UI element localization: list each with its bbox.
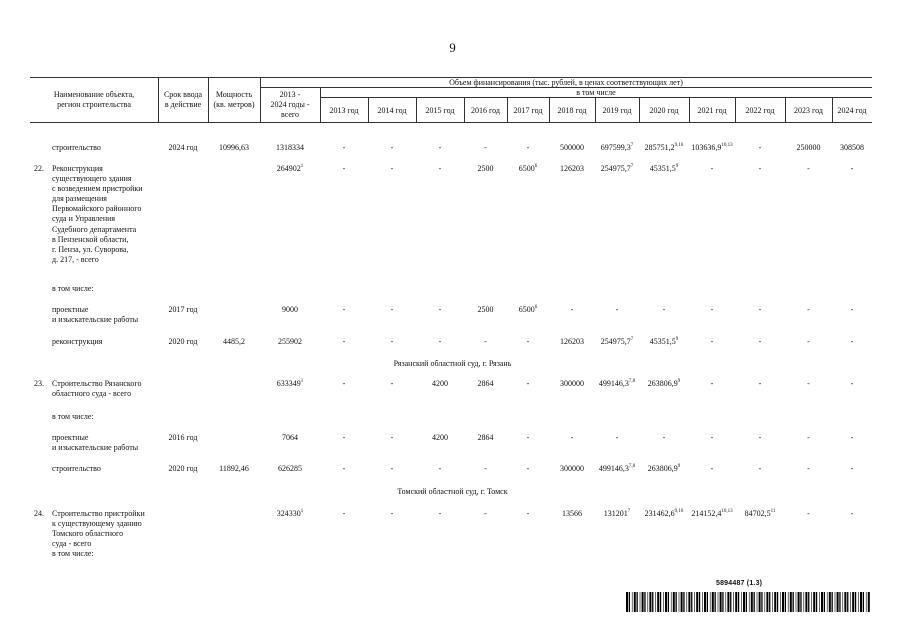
year-amount: - [850, 305, 854, 314]
year-amount: - [438, 509, 442, 518]
row-number: 22. [34, 164, 44, 173]
barcode-bar [629, 592, 630, 612]
year-amount: - [438, 305, 442, 314]
year-amount: - [342, 143, 346, 152]
year-amount: - [710, 337, 714, 346]
barcode-bar [751, 592, 753, 612]
barcode-bar [710, 592, 711, 612]
barcode-bar [679, 592, 680, 612]
year-amount: - [758, 143, 762, 152]
page-number: 9 [449, 40, 456, 55]
object-name: проектные и изыскательские работы [52, 433, 139, 453]
year-header: 2019 год [602, 106, 632, 115]
barcode-bar [655, 592, 656, 612]
year-amount: - [570, 433, 574, 442]
year-amount: - [758, 305, 762, 314]
barcode-bar [704, 592, 706, 612]
year-amount: - [390, 305, 394, 314]
year-amount: - [526, 464, 530, 473]
year-amount: - [390, 464, 394, 473]
barcode-bar [793, 592, 794, 612]
barcode-bar [796, 592, 797, 612]
barcode-bar [749, 592, 750, 612]
year-amount: - [807, 433, 810, 442]
year-amount: 499146,3$^{7,8}$ [598, 464, 636, 473]
barcode-bar [844, 592, 846, 612]
year-amount: - [526, 143, 530, 152]
year-amount: - [438, 337, 442, 346]
year-amount: - [758, 337, 762, 346]
barcode-bar [699, 592, 700, 612]
year-amount: 263806,9$^9$ [647, 379, 681, 388]
year-header: 2016 год [471, 106, 500, 115]
barcode-bar [727, 592, 729, 612]
year-amount: 2500 [477, 164, 494, 173]
object-name: реконструкция [52, 337, 103, 346]
header-funding: Объем финансирования (тыс. рублей, в ценах соответствующих лет) [449, 78, 683, 87]
barcode-bar [866, 592, 867, 612]
year-amount: - [807, 164, 810, 173]
barcode-bar [644, 592, 645, 612]
barcode-bar [632, 592, 633, 612]
barcode-bar [821, 592, 823, 612]
year-amount: 263806,9$^9$ [647, 464, 681, 473]
barcode-bar [720, 592, 722, 612]
barcode-bar [761, 592, 762, 612]
object-name: Строительство пристройки к существующему зданию Томского областного суда - всего в том числе: [52, 509, 145, 559]
barcode-bar [860, 592, 862, 612]
year-amount: 131201$^7$ [603, 509, 631, 518]
barcode-bar [855, 592, 856, 612]
total-amount: 7064 [282, 433, 298, 442]
year-header: 2015 год [425, 106, 455, 115]
year-header: 2023 год [794, 106, 823, 115]
section-title: Рязанский областной суд, г. Рязань [393, 359, 512, 368]
barcode-bar [774, 592, 776, 612]
barcode-bar [863, 592, 864, 612]
barcode-bar [827, 592, 828, 612]
barcode-bar [837, 592, 839, 612]
year-amount: 300000 [560, 379, 584, 388]
barcode-bar [858, 592, 859, 612]
year-amount: 126203 [560, 164, 584, 173]
year-amount: - [342, 164, 346, 173]
year-amount: - [662, 305, 666, 314]
year-amount: 13566 [562, 509, 582, 518]
year-header: 2021 год [697, 106, 727, 115]
year-amount: - [342, 379, 346, 388]
year-amount: - [850, 509, 854, 518]
year-amount: - [526, 509, 530, 518]
object-name: строительство [52, 464, 101, 473]
capacity: 4485,2 [223, 337, 245, 346]
year-amount: - [758, 379, 762, 388]
barcode-bar [660, 592, 661, 612]
barcode-bar [676, 592, 677, 612]
barcode-bar [649, 592, 651, 612]
barcode-bar [735, 592, 737, 612]
barcode-bar [733, 592, 734, 612]
year-amount: - [850, 337, 854, 346]
year-amount: 254975,7$^7$ [600, 164, 634, 173]
barcode-bar [673, 592, 675, 612]
barcode-bar [665, 592, 667, 612]
year-amount: - [710, 464, 714, 473]
year-amount: - [710, 305, 714, 314]
total-amount: 626285 [278, 464, 302, 473]
barcode-bar [741, 592, 742, 612]
header-term: Срок ввода в действие [163, 90, 203, 109]
barcode-bar [691, 592, 692, 612]
year-amount: - [526, 379, 530, 388]
barcode-bar [850, 592, 851, 612]
year-amount: - [484, 464, 487, 473]
barcode-bar [804, 592, 805, 612]
year-amount: 4200 [432, 379, 448, 388]
barcode-bar [696, 592, 698, 612]
barcode-bar [843, 592, 844, 612]
barcode-bar [754, 592, 755, 612]
year-amount: 300000 [560, 464, 584, 473]
year-amount: 2864 [477, 433, 494, 442]
year-amount: 2500 [477, 305, 494, 314]
barcode-bar [798, 592, 800, 612]
barcode-bar [766, 592, 768, 612]
year-amount: - [758, 464, 762, 473]
year-amount: 500000 [560, 143, 584, 152]
barcode-bar [835, 592, 836, 612]
header-total: 2013 - 2024 годы - всего [270, 90, 310, 119]
year-amount: - [662, 433, 666, 442]
barcode-bar [811, 592, 812, 612]
barcode-bar [769, 592, 770, 612]
barcode-bar [648, 592, 649, 612]
barcode-bar [694, 592, 695, 612]
row-number: 23. [34, 379, 44, 388]
barcode-bar [782, 592, 784, 612]
year-amount: - [526, 337, 530, 346]
barcode-bar [832, 592, 833, 612]
year-amount: - [390, 337, 394, 346]
year-amount: 308508 [840, 143, 864, 152]
barcode-bar [637, 592, 638, 612]
year-amount: - [615, 305, 619, 314]
total-amount: 9000 [282, 305, 298, 314]
year-amount: - [484, 337, 487, 346]
barcode-bar [852, 592, 854, 612]
year-amount: - [342, 305, 346, 314]
section-title: Томский областной суд, г. Томск [397, 487, 508, 496]
year-amount: - [710, 433, 714, 442]
year-amount: - [390, 143, 394, 152]
barcode-bar [722, 592, 723, 612]
year-header: 2022 год [745, 106, 775, 115]
barcode-bar [800, 592, 801, 612]
barcode-bar [688, 592, 690, 612]
object-name: Строительство Рязанского областного суда - всего [52, 379, 142, 399]
barcode-bar [730, 592, 731, 612]
total-amount: 633349$^1$ [276, 379, 304, 388]
year-amount: - [342, 337, 346, 346]
barcode-bar [663, 592, 664, 612]
header-bottom-rule [30, 122, 872, 123]
total-amount: 1318334 [276, 143, 304, 152]
year-amount: - [615, 433, 619, 442]
object-name: Реконструкция существующего здания с возведением пристройки для размещения Первомайского районного суда и Управления Судебного департамента в Пензенской области, г. Пенза, ул. Суворова, д. 217, - всего [52, 164, 143, 264]
year-amount: 6500$^6$ [518, 164, 538, 173]
barcode-bar [868, 592, 870, 612]
year-amount: - [807, 337, 810, 346]
year-amount: - [484, 509, 487, 518]
barcode-bar [816, 592, 817, 612]
year-amount: 103636,9$^{10,13}$ [691, 143, 733, 152]
year-amount: 499146,3$^{7,8}$ [598, 379, 636, 388]
total-amount: 324330$^1$ [276, 509, 304, 518]
year-amount: - [390, 433, 394, 442]
year-header: 2013 год [329, 106, 359, 115]
year-amount: 231462,6$^{9,16}$ [644, 509, 684, 518]
barcode-bar [707, 592, 708, 612]
total-amount: 255902 [278, 337, 302, 346]
year-amount: - [390, 379, 394, 388]
object-name: в том числе: [52, 412, 94, 421]
year-amount: 2864 [477, 379, 494, 388]
barcode-bar [718, 592, 719, 612]
barcode-bar [780, 592, 781, 612]
commission-term: 2020 год [168, 464, 198, 473]
barcode-bar [839, 592, 840, 612]
object-name: строительство [52, 143, 101, 152]
barcode-bar [829, 592, 831, 612]
year-amount: 126203 [560, 337, 584, 346]
year-amount: 4200 [432, 433, 448, 442]
year-amount: - [526, 433, 530, 442]
barcode-bar [652, 592, 653, 612]
year-amount: 250000 [796, 143, 821, 152]
barcode-bar [790, 592, 792, 612]
year-amount: - [390, 164, 394, 173]
year-amount: - [758, 164, 762, 173]
header-in-that-number: в том числе [576, 88, 616, 97]
year-amount: - [807, 379, 810, 388]
commission-term: 2020 год [168, 337, 198, 346]
barcode-bar [772, 592, 773, 612]
barcode [626, 592, 870, 612]
barcode-bar [759, 592, 761, 612]
year-header: 2017 год [513, 106, 543, 115]
barcode-bar [702, 592, 703, 612]
year-amount: - [342, 433, 346, 442]
year-header: 2014 год [377, 106, 407, 115]
total-amount: 264902$^1$ [276, 164, 304, 173]
row-number: 24. [34, 509, 44, 518]
barcode-bar [687, 592, 688, 612]
year-amount: - [850, 164, 854, 173]
object-name: проектные и изыскательские работы [52, 305, 139, 325]
year-amount: - [438, 164, 442, 173]
year-amount: 285751,2$^{9,16}$ [644, 143, 684, 152]
year-amount: - [807, 509, 810, 518]
year-header: 2020 год [649, 106, 679, 115]
year-amount: - [390, 509, 394, 518]
year-amount: - [570, 305, 574, 314]
barcode-bar [626, 592, 628, 612]
year-amount: - [710, 164, 714, 173]
barcode-bar [715, 592, 716, 612]
barcode-bar [640, 592, 641, 612]
barcode-bar [634, 592, 636, 612]
year-amount: - [850, 464, 854, 473]
barcode-bar [668, 592, 669, 612]
year-amount: 254975,7$^7$ [600, 337, 634, 346]
year-amount: 697599,3$^7$ [600, 143, 634, 152]
barcode-bar [757, 592, 758, 612]
year-amount: - [710, 379, 714, 388]
year-amount: - [484, 143, 487, 152]
barcode-bar [805, 592, 807, 612]
barcode-bar [681, 592, 683, 612]
header-name: Наименование объекта, регион строительства [53, 90, 135, 109]
barcode-bar [712, 592, 714, 612]
barcode-bar [726, 592, 727, 612]
barcode-bar [746, 592, 747, 612]
year-header: 2024 год [837, 106, 867, 115]
object-name: в том числе: [52, 284, 94, 293]
year-amount: - [342, 509, 346, 518]
barcode-bar [657, 592, 659, 612]
year-amount: - [807, 464, 810, 473]
year-amount: 84702,5$^{11}$ [744, 509, 776, 518]
capacity: 11892,46 [219, 464, 249, 473]
commission-term: 2024 год [168, 143, 198, 152]
barcode-bar [847, 592, 848, 612]
year-amount: - [758, 433, 762, 442]
commission-term: 2016 год [168, 433, 198, 442]
year-amount: - [850, 379, 854, 388]
year-amount: 214152,4$^{10,13}$ [691, 509, 733, 518]
year-amount: 45351,5$^9$ [649, 164, 679, 173]
barcode-bar [777, 592, 778, 612]
year-amount: - [438, 464, 442, 473]
barcode-bar [819, 592, 820, 612]
barcode-bar [642, 592, 644, 612]
year-amount: - [807, 305, 810, 314]
header-power: Мощность (кв. метров) [213, 90, 255, 109]
barcode-bar [683, 592, 684, 612]
barcode-number: 5894487 (1.3) [716, 580, 763, 587]
commission-term: 2017 год [168, 305, 198, 314]
barcode-bar [813, 592, 815, 612]
barcode-bar [743, 592, 745, 612]
barcode-bar [824, 592, 825, 612]
barcode-bar [788, 592, 789, 612]
barcode-bar [808, 592, 809, 612]
barcode-bar [785, 592, 786, 612]
year-amount: - [850, 433, 854, 442]
capacity: 10996,63 [219, 143, 249, 152]
year-amount: 6500$^6$ [518, 305, 538, 314]
year-amount: 45351,5$^9$ [649, 337, 679, 346]
barcode-bar [765, 592, 766, 612]
year-header: 2018 год [557, 106, 587, 115]
barcode-bar [738, 592, 739, 612]
barcode-bar [671, 592, 672, 612]
year-amount: - [438, 143, 442, 152]
year-amount: - [342, 464, 346, 473]
